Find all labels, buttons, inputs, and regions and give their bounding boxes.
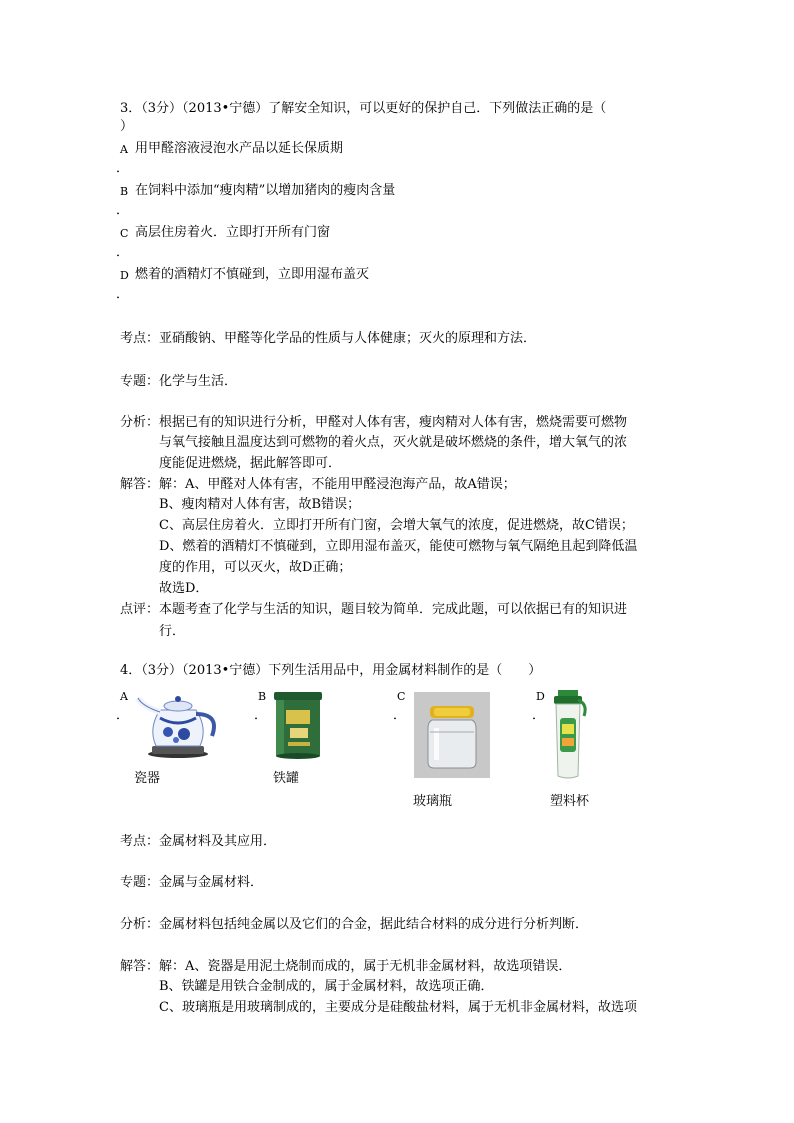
q4-jieda-line-2: B、铁罐是用铁合金制成的，属于金属材料，故选项正确． — [159, 979, 494, 994]
q3-jieda-line-3: C、高层住房着火．立即打开所有门窗，会增大氧气的浓度，促进燃烧，故C错误； — [159, 518, 634, 533]
q4-jieda-line-3: C、玻璃瓶是用玻璃制成的，主要成分是硅酸盐材料，属于无机非金属材料，故选项 — [159, 1000, 637, 1015]
q3-option-c-text: 高层住房着火．立即打开所有门窗 — [135, 225, 331, 240]
q4-option-b-label: 铁罐 — [273, 771, 300, 786]
iron-can-image — [270, 690, 326, 760]
q4-option-b-letter: B — [258, 690, 267, 703]
q4-option-a-label: 瓷器 — [134, 771, 161, 786]
q3-option-c-dot: ． — [116, 245, 130, 260]
q3-dianping-line-1: 点评：本题考查了化学与生活的知识，题目较为简单．完成此题，可以依据已有的知识进 — [120, 602, 628, 617]
q3-option-a-letter: A — [120, 143, 128, 156]
q4-zhuanti: 专题：金属与金属材料． — [120, 875, 264, 890]
q4-kaodian: 考点：金属材料及其应用． — [120, 834, 277, 849]
q4-option-d-letter: D — [536, 690, 545, 703]
q3-fenxi-line-2: 与氧气接触且温度达到可燃物的着火点，灭火就是破坏燃烧的条件，增大氧气的浓 — [159, 435, 628, 450]
q4-stem: 4．（3分）（2013•宁德）下列生活用品中，用金属材料制作的是（ ） — [120, 663, 542, 678]
q3-option-d-text: 燃着的酒精灯不慎碰到，立即用湿布盖灭 — [135, 267, 370, 282]
q4-option-a-dot: ． — [116, 708, 130, 723]
q3-option-b-dot: ． — [116, 203, 130, 218]
glass-jar-image — [414, 692, 490, 778]
q3-jieda-line-1: 解答：解：A、甲醛对人体有害，不能用甲醛浸泡海产品，故A错误； — [120, 477, 516, 492]
q3-option-b-letter: B — [120, 185, 129, 198]
q3-fenxi-line-1: 分析：根据已有的知识进行分析，甲醛对人体有害，瘦肉精对人体有害，燃烧需要可燃物 — [120, 415, 628, 430]
plastic-cup-image — [548, 688, 588, 780]
q3-option-d-letter: D — [120, 269, 129, 282]
q3-option-a-dot: ． — [116, 161, 130, 176]
q3-kaodian: 考点：亚硝酸钠、甲醛等化学品的性质与人体健康；灭火的原理和方法． — [120, 331, 537, 346]
q4-option-d-dot: ． — [532, 708, 546, 723]
q3-jieda-line-4: D、燃着的酒精灯不慎碰到，立即用湿布盖灭，能使可燃物与氧气隔绝且起到降低温 — [159, 539, 638, 554]
q4-option-b-dot: ． — [254, 708, 268, 723]
q3-stem-line-1: 3．（3分）（2013•宁德）了解安全知识，可以更好的保护自己．下列做法正确的是（ — [120, 101, 607, 116]
q4-option-c-letter: C — [397, 690, 406, 703]
q3-option-b-text: 在饲料中添加“瘦肉精”以增加猪肉的瘦肉含量 — [135, 183, 396, 198]
q4-jieda-line-1: 解答：解：A、瓷器是用泥土烧制而成的，属于无机非金属材料，故选项错误． — [120, 959, 572, 974]
q3-dianping-line-2: 行． — [159, 624, 186, 639]
q3-zhuanti: 专题：化学与生活． — [120, 374, 238, 389]
q3-jieda-line-2: B、瘦肉精对人体有害，故B错误； — [159, 497, 361, 512]
q4-option-d-label: 塑料杯 — [550, 794, 590, 809]
q3-jieda-line-5: 度的作用，可以灭火，故D正确； — [159, 560, 352, 575]
q4-option-c-dot: ． — [393, 708, 407, 723]
q3-jieda-line-6: 故选D． — [159, 581, 209, 596]
porcelain-kettle-image — [130, 688, 226, 760]
q3-option-a-text: 用甲醛溶液浸泡水产品以延长保质期 — [135, 141, 344, 156]
q3-option-d-dot: ． — [116, 287, 130, 302]
q4-option-c-label: 玻璃瓶 — [413, 794, 453, 809]
q4-option-a-letter: A — [120, 690, 128, 703]
q3-stem-line-2: ） — [120, 119, 134, 134]
q3-option-c-letter: C — [120, 227, 129, 240]
q3-fenxi-line-3: 度能促进燃烧，据此解答即可． — [159, 456, 342, 471]
q4-fenxi: 分析：金属材料包括纯金属以及它们的合金，据此结合材料的成分进行分析判断． — [120, 917, 589, 932]
